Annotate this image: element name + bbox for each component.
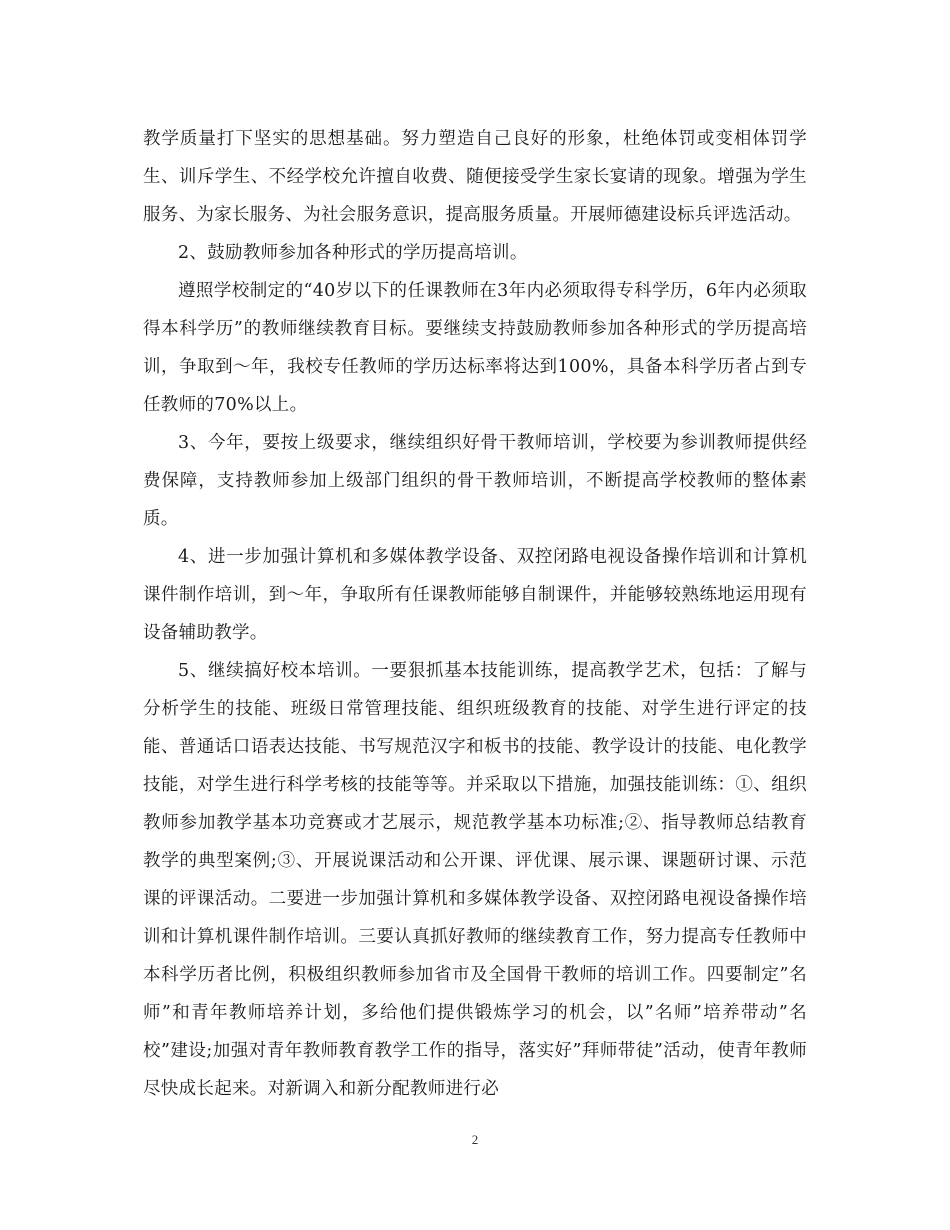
paragraph-item-2-detail: 遵照学校制定的“40岁以下的任课教师在3年内必须取得专科学历，6年内必须取得本科学历”的教师继续教育目标。要继续支持鼓励教师参加各种形式的学历提高培训，争取到～年，我校专任教师的学历达标率将达到100%，具备本科学历者占到专任教师的70%以上。 [143, 281, 807, 415]
paragraph-item-3: 3、今年，要按上级要求，继续组织好骨干教师培训，学校要为参训教师提供经费保障，支持教师参加上级部门组织的骨干教师培训，不断提高学校教师的整体素质。 [143, 433, 807, 529]
paragraph-item-2-heading: 2、鼓励教师参加各种形式的学历提高培训。 [178, 243, 528, 263]
page-number: 2 [471, 1132, 479, 1147]
paragraph-continuation: 教学质量打下坚实的思想基础。努力塑造自己良好的形象，杜绝体罚或变相体罚学生、训斥学生、不经学校允许擅自收费、随便接受学生家长宴请的现象。增强为学生服务、为家长服务、为社会服务意识，提高服务质量。开展师德建设标兵评选活动。 [143, 129, 807, 225]
paragraph-item-4: 4、进一步加强计算机和多媒体教学设备、双控闭路电视设备操作培训和计算机课件制作培训，到～年，争取所有任课教师能够自制课件，并能够较熟练地运用现有设备辅助教学。 [143, 547, 807, 643]
document-body [143, 120, 807, 1108]
paragraph-item-5: 5、继续搞好校本培训。一要狠抓基本技能训练，提高教学艺术，包括：了解与分析学生的技能、班级日常管理技能、组织班级教育的技能、对学生进行评定的技能、普通话口语表达技能、书写规范汉字和板书的技能、教学设计的技能、电化教学技能，对学生进行科学考核的技能等等。并采取以下措施，加强技能训练：①、组织教师参加教学基本功竞赛或才艺展示，规范教学基本功标准;②、指导教师总结教育教学的典型案例;③、开展说课活动和公开课、评优课、展示课、课题研讨课、示范课的评课活动。二要进一步加强计算机和多媒体教学设备、双控闭路电视设备操作培训和计算机课件制作培训。三要认真抓好教师的继续教育工作，努力提高专任教师中本科学历者比例，积极组织教师参加省市及全国骨干教师的培训工作。四要制定”名师”和青年教师培养计划，多给他们提供锻炼学习的机会，以”名师”培养带动”名校”建设;加强对青年教师教育教学工作的指导，落实好”拜师带徒”活动，使青年教师尽快成长起来。对新调入和新分配教师进行必 [143, 661, 807, 1099]
